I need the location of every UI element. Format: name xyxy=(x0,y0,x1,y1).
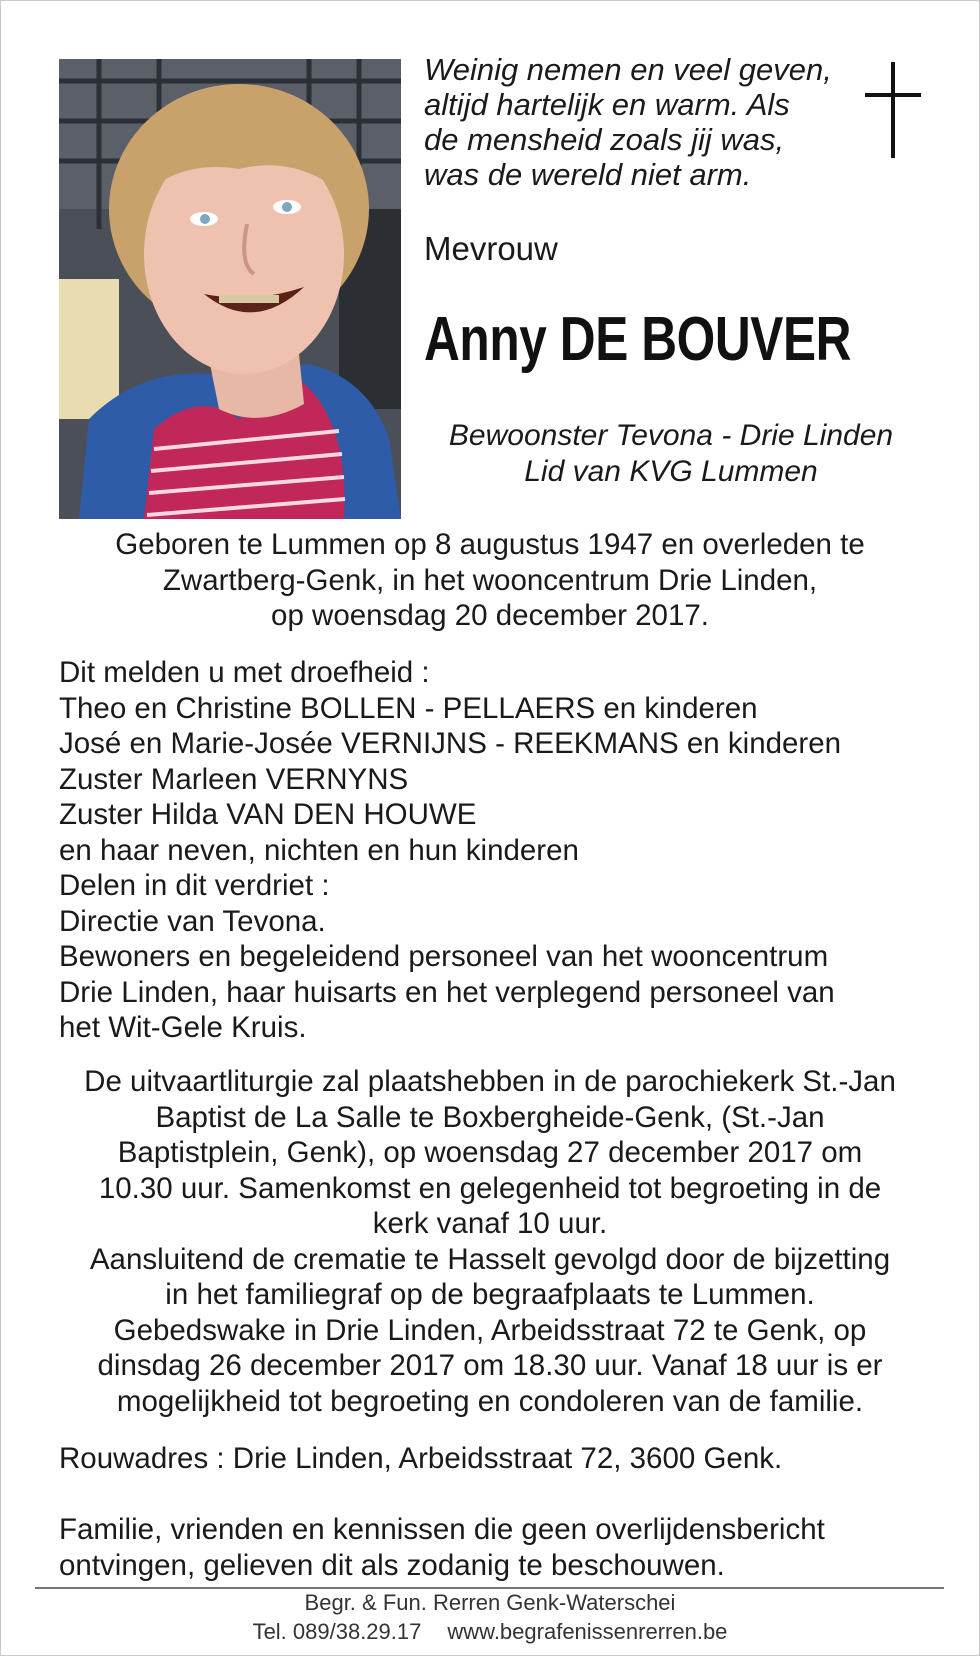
text-line: dinsdag 26 december 2017 om 18.30 uur. Vanaf 18 uur is er xyxy=(97,1349,883,1382)
mourner-line: Theo en Christine BOLLEN - PELLAERS en kinderen xyxy=(59,691,758,725)
role-line: Bewoonster Tevona - Drie Linden xyxy=(448,419,894,452)
mourner-line: Bewoners en begeleidend personeel van het wooncentrum xyxy=(59,940,829,973)
role-line: Lid van KVG Lummen xyxy=(524,455,818,488)
portrait-photo xyxy=(59,59,401,519)
quote-line: altijd hartelijk en warm. Als xyxy=(424,87,790,122)
text-line: ontvingen, gelieven dit als zodanig te beschouwen. xyxy=(59,1548,725,1582)
text-line: in het familiegraf op de begraafplaats te Lummen. xyxy=(165,1278,815,1311)
mourners-list xyxy=(59,655,841,1046)
mourner-line: en haar neven, nichten en hun kinderen xyxy=(59,833,579,867)
deceased-name: Anny DE BOUVER xyxy=(424,305,852,374)
text-line: op woensdag 20 december 2017. xyxy=(271,599,709,632)
text-line: mogelijkheid tot begroeting en condoleren van de familie. xyxy=(116,1384,864,1418)
quote-line: was de wereld niet arm. xyxy=(424,157,752,192)
mourner-line: Dit melden u met droefheid : xyxy=(59,656,430,689)
text-line: Gebedswake in Drie Linden, Arbeidsstraat 72 te Genk, op xyxy=(113,1313,867,1347)
text-line: Geboren te Lummen op 8 augustus 1947 en overleden te xyxy=(115,528,865,561)
text-line: 10.30 uur. Samenkomst en gelegenheid tot begroeting in de xyxy=(98,1171,882,1205)
text-line: De uitvaartliturgie zal plaatshebben in de parochiekerk St.-Jan xyxy=(84,1065,896,1098)
mourner-line: het Wit-Gele Kruis. xyxy=(59,1011,307,1044)
mourner-line: Delen in dit verdriet : xyxy=(59,869,330,902)
funeral-home-name: Begr. & Fun. Rerren Genk-Waterschei xyxy=(304,1590,676,1615)
footer-contact xyxy=(0,1617,980,1646)
text-line: Familie, vrienden en kennissen die geen overlijdensbericht xyxy=(59,1513,825,1546)
closing-note xyxy=(59,1512,825,1583)
mourner-line: Drie Linden, haar huisarts en het verplegend personeel van xyxy=(59,975,835,1009)
quote-line: de mensheid zoals jij was, xyxy=(424,122,785,157)
text-line: Aansluitend de crematie te Hasselt gevolgd door de bijzetting xyxy=(89,1242,891,1276)
footer xyxy=(0,1588,980,1646)
mourner-line: Zuster Hilda VAN DEN HOUWE xyxy=(59,798,477,831)
text-line: kerk vanaf 10 uur. xyxy=(372,1207,608,1240)
funeral-details xyxy=(40,1064,940,1419)
text-line: Baptist de La Salle te Boxbergheide-Genk, (St.-Jan xyxy=(155,1100,825,1134)
mourning-address: Rouwadres : Drie Linden, Arbeidsstraat 72, 3600 Genk. xyxy=(59,1442,783,1475)
text-line: Baptistplein, Genk), op woensdag 27 december 2017 om xyxy=(117,1136,863,1169)
website-link[interactable]: www.begrafenissenrerren.be xyxy=(447,1619,728,1644)
salutation: Mevrouw xyxy=(424,230,558,267)
phone-number: Tel. 089/38.29.17 xyxy=(252,1619,422,1644)
deceased-roles xyxy=(420,418,922,490)
text-line: Zwartberg-Genk, in het wooncentrum Drie Linden, xyxy=(162,563,818,597)
mourner-line: Zuster Marleen VERNYNS xyxy=(59,762,409,796)
quote-line: Weinig nemen en veel geven, xyxy=(424,52,832,87)
mourner-line: José en Marie-Josée VERNIJNS - REEKMANS en kinderen xyxy=(59,727,842,760)
birth-death-paragraph xyxy=(40,527,940,634)
mourner-line: Directie van Tevona. xyxy=(59,904,326,938)
memorial-quote xyxy=(424,52,844,192)
